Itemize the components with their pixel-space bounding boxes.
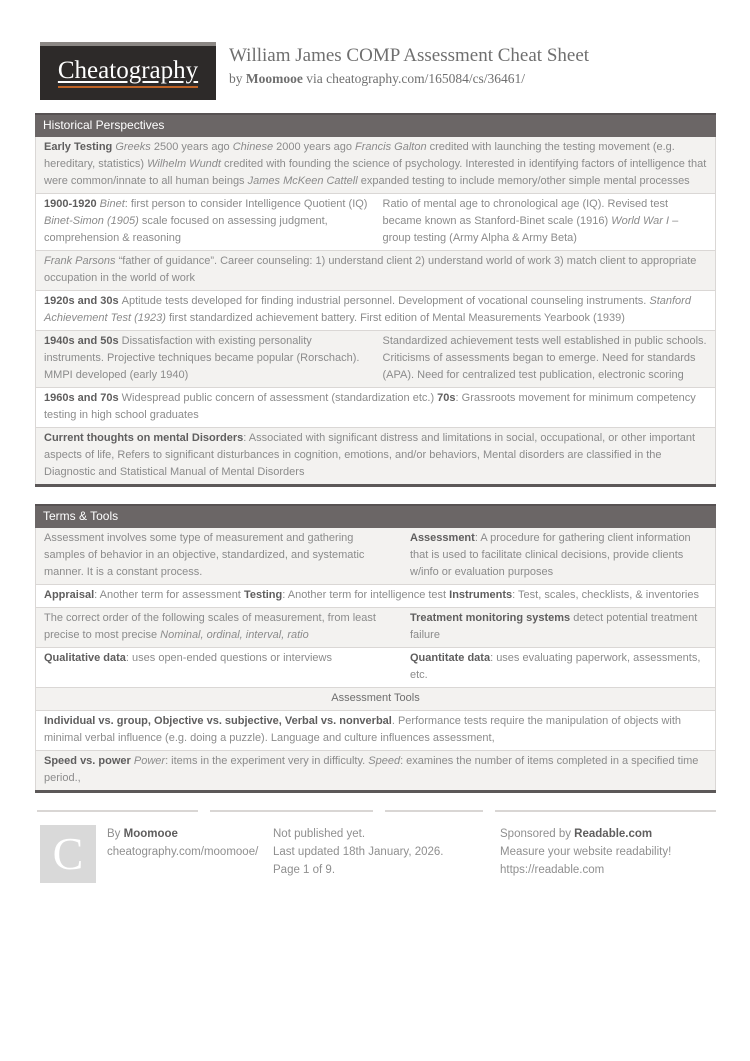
sponsor-link[interactable]: Readable.com bbox=[574, 828, 653, 840]
last-updated: Last updated 18th January, 2026. bbox=[273, 846, 444, 858]
byline-prefix: by bbox=[229, 70, 246, 86]
text-segment: Current thoughts on mental Disorders bbox=[44, 432, 244, 444]
text-segment: : Test, scales, checklists, & inventories bbox=[512, 589, 699, 601]
section-row bbox=[36, 290, 715, 330]
text-segment: Francis Galton bbox=[355, 141, 430, 153]
footer-content bbox=[35, 825, 716, 883]
text-segment: Chinese bbox=[232, 141, 277, 153]
row-cell bbox=[383, 333, 708, 384]
section-row bbox=[36, 330, 715, 387]
text-segment: Stanford Achievement Test (1923) bbox=[44, 295, 691, 324]
text-segment: : Another term for assessment bbox=[94, 589, 244, 601]
text-segment: : uses evaluating paperwork, assessments, etc. bbox=[410, 652, 701, 681]
text-segment: scale focused on assessing judgment, comprehension & reasoning bbox=[44, 215, 328, 244]
row-cell bbox=[44, 530, 396, 581]
section-body bbox=[35, 137, 716, 484]
text-segment: credited with founding the science of psychology. Interested in identifying factors of intelligence that were common/innate to all human beings bbox=[44, 158, 707, 187]
sponsored-by-label: Sponsored by bbox=[500, 828, 575, 840]
cheatography-logo[interactable] bbox=[40, 42, 216, 100]
text-segment: Standardized achievement tests well established in public schools. Criticisms of assessments began to emerge. Need for standards (APA). Need for centralized test publication, electronic scoring bbox=[382, 335, 707, 381]
row-cell bbox=[44, 333, 369, 384]
text-segment: The correct order of the following scales of measurement, from least precise to most precise bbox=[44, 612, 376, 641]
text-segment: : A procedure for gathering client information that is used to facilitate clinical decisions, provide clients w/info or evaluation purposes bbox=[410, 532, 691, 578]
text-segment: “father of guidance”. Career counseling: 1) understand client 2) understand world of work 3) match client to appropriate occupation in the world of work bbox=[44, 255, 697, 284]
cheatography-c-icon[interactable] bbox=[40, 825, 96, 883]
text-segment: Widespread public concern of assessment (standardization etc.) bbox=[121, 392, 438, 404]
section-row bbox=[36, 193, 715, 250]
row-cell bbox=[410, 650, 707, 684]
text-segment: World War I bbox=[611, 215, 673, 227]
text-segment: 70s bbox=[437, 392, 456, 404]
page bbox=[0, 42, 750, 1061]
text-segment: first standardized achievement battery. First edition of Mental Measurements Yearbook (1939) bbox=[168, 312, 625, 324]
text-segment: Assessment involves some type of measurement and gathering samples of behavior in an objective, standardized, and systematic manner. It is a constant process. bbox=[44, 532, 365, 578]
section-row bbox=[36, 528, 715, 584]
text-segment: James McKeen Cattell bbox=[247, 175, 361, 187]
footer-author-url-link[interactable]: cheatography.com/moomooe/ bbox=[107, 846, 259, 858]
text-segment: Quantitate data bbox=[410, 652, 491, 664]
text-segment: : Another term for intelligence test bbox=[282, 589, 450, 601]
footer-author-column bbox=[40, 825, 273, 883]
text-segment: Assessment bbox=[410, 532, 475, 544]
footer-divider bbox=[35, 810, 716, 812]
text-segment: : Grassroots movement for minimum competency testing in high school graduates bbox=[44, 392, 696, 421]
sections bbox=[35, 113, 716, 793]
row-cell bbox=[383, 196, 708, 247]
text-segment: Instruments bbox=[449, 589, 513, 601]
section-bottom-bar bbox=[35, 790, 716, 793]
text-segment: Greeks bbox=[115, 141, 154, 153]
text-segment: expanded testing to include memory/other simple mental processes bbox=[360, 175, 690, 187]
section-row bbox=[36, 250, 715, 290]
text-segment: . Performance tests require the manipulation of objects with minimal verbal influence (e.g. doing a puzzle). Language and culture influences assessment, bbox=[44, 715, 682, 744]
text-segment: : first person to consider Intelligence Quotient (IQ) bbox=[124, 198, 368, 210]
text-segment: : items in the experiment very in difficulty. bbox=[165, 755, 369, 767]
cheat-sheet-section bbox=[35, 504, 716, 793]
text-segment: – group testing (Army Alpha & Army Beta) bbox=[382, 215, 679, 244]
text-segment: Speed vs. power bbox=[44, 755, 134, 767]
text-segment: 1960s and 70s bbox=[44, 392, 122, 404]
footer-author-link[interactable]: Moomooe bbox=[123, 828, 178, 840]
byline-author-link[interactable]: Moomooe bbox=[245, 70, 303, 86]
text-segment: 1940s and 50s bbox=[44, 335, 122, 347]
section-title: Historical Perspectives bbox=[35, 113, 716, 137]
text-segment: 2000 years ago bbox=[276, 141, 356, 153]
footer-by-label: By bbox=[107, 828, 124, 840]
page-footer bbox=[35, 810, 716, 883]
section-title: Terms & Tools bbox=[35, 504, 716, 528]
text-segment: Power bbox=[133, 755, 166, 767]
section-bottom-bar bbox=[35, 484, 716, 487]
text-segment: Aptitude tests developed for finding industrial personnel. Development of vocational counseling instruments. bbox=[121, 295, 650, 307]
section-row bbox=[36, 647, 715, 687]
text-segment: 2500 years ago bbox=[153, 141, 233, 153]
footer-author-info bbox=[107, 825, 258, 883]
row-cell bbox=[410, 530, 707, 581]
row-cell bbox=[44, 650, 396, 684]
sponsor-url-link[interactable]: https://readable.com bbox=[500, 864, 605, 876]
section-row bbox=[36, 137, 715, 193]
text-segment: Dissatisfaction with existing personality instruments. Projective techniques became popular (Rorschach). MMPI developed (early 1940) bbox=[44, 335, 360, 381]
footer-publication-column bbox=[273, 825, 500, 883]
text-segment: detect potential treatment failure bbox=[410, 612, 698, 641]
sheet-url-link[interactable]: cheatography.com/165084/cs/36461/ bbox=[326, 70, 526, 86]
text-segment: : uses open-ended questions or interviews bbox=[125, 652, 332, 664]
page-number: Page 1 of 9. bbox=[273, 864, 336, 876]
publication-status: Not published yet. bbox=[273, 828, 366, 840]
text-segment: : examines the number of items completed in a specified time period., bbox=[44, 755, 699, 784]
row-cell bbox=[44, 196, 369, 247]
text-segment: Wilhelm Wundt bbox=[147, 158, 225, 170]
text-segment: Nominal, ordinal, interval, ratio bbox=[160, 629, 309, 641]
section-row bbox=[36, 750, 715, 790]
section-row bbox=[36, 584, 715, 607]
sponsor-line bbox=[500, 825, 716, 843]
text-segment: 1920s and 30s bbox=[44, 295, 122, 307]
byline bbox=[229, 71, 589, 87]
section-row bbox=[36, 387, 715, 427]
text-segment: Ratio of mental age to chronological age (IQ). Revised test became known as Stanford-Binet scale (1916) bbox=[382, 198, 669, 227]
text-segment: 1900-1920 bbox=[44, 198, 100, 210]
cheat-sheet-section bbox=[35, 113, 716, 487]
text-segment: Appraisal bbox=[44, 589, 95, 601]
title-block bbox=[229, 42, 589, 100]
text-segment: Early Testing bbox=[44, 141, 116, 153]
page-header bbox=[40, 42, 716, 100]
text-segment: credited with launching the testing movement (e.g. hereditary, statistics) bbox=[44, 141, 675, 170]
section-row bbox=[36, 710, 715, 750]
footer-by-line bbox=[107, 825, 258, 843]
cheatography-logo-text[interactable]: Cheatography bbox=[58, 58, 198, 88]
section-subheader: Assessment Tools bbox=[36, 687, 715, 710]
text-segment: Testing bbox=[243, 589, 283, 601]
byline-via: via bbox=[302, 70, 327, 86]
c-logo-letter: C bbox=[52, 828, 84, 879]
sponsor-tagline: Measure your website readability! bbox=[500, 846, 672, 858]
text-segment: Binet-Simon (1905) bbox=[44, 215, 142, 227]
section-row bbox=[36, 427, 715, 484]
row-cell bbox=[410, 610, 707, 644]
row-cell bbox=[44, 610, 396, 644]
text-segment: Individual vs. group, Objective vs. subjective, Verbal vs. nonverbal bbox=[44, 715, 392, 727]
text-segment: Frank Parsons bbox=[44, 255, 119, 267]
text-segment: Speed bbox=[368, 755, 401, 767]
text-segment: Qualitative data bbox=[44, 652, 126, 664]
footer-sponsor-column bbox=[500, 825, 716, 883]
page-title: William James COMP Assessment Cheat Sheet bbox=[229, 45, 590, 66]
text-segment: Treatment monitoring systems bbox=[410, 612, 571, 624]
text-segment: : Associated with significant distress and limitations in social, occupational, or other important aspects of life, Refers to significant disturbances in cognition, emotions, and/or behaviors, Mental disorders are classified in the Diagnostic and Statistical Manual of Mental Disorders bbox=[44, 432, 696, 478]
section-body bbox=[35, 528, 716, 790]
text-segment: Binet bbox=[99, 198, 125, 210]
section-row bbox=[36, 607, 715, 647]
